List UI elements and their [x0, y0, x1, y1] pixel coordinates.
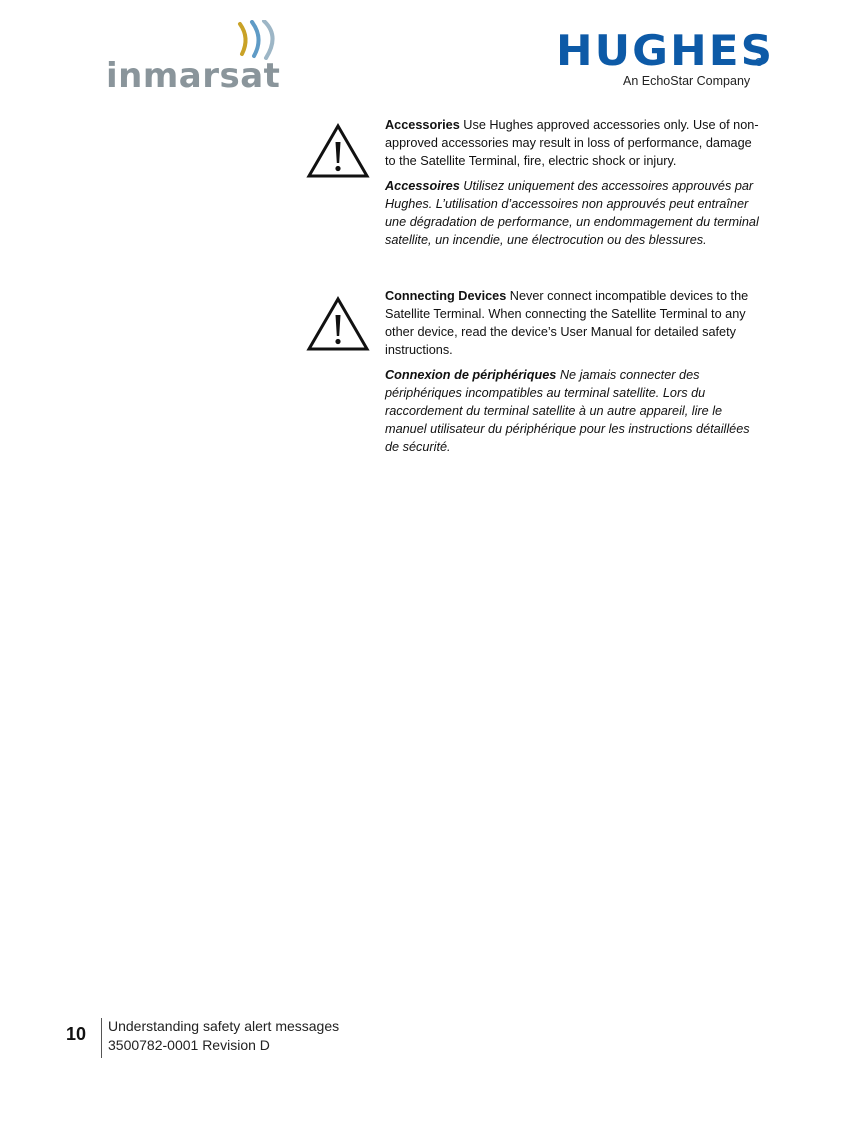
- inmarsat-wordmark: inmarsat: [106, 56, 281, 96]
- registered-mark-icon: [755, 58, 763, 66]
- page-number: 10: [66, 1024, 87, 1044]
- notice-body-fr: Ne jamais connecter des périphériques incompatibles au terminal satellite. Lors du raccordement du terminal satellite à un autre appareil, lire le manuel utilisateur du périphérique pour les instructions détaillées de sécurité.: [385, 368, 750, 454]
- hughes-logo: [556, 26, 775, 92]
- warning-triangle-icon: [306, 122, 370, 180]
- warning-triangle-icon: [306, 295, 370, 353]
- inmarsat-logo: [106, 20, 296, 95]
- footer-divider: [101, 1018, 102, 1058]
- notice-english: [385, 287, 760, 359]
- notice-text: [385, 287, 760, 456]
- notice-text: [385, 116, 760, 249]
- notice-title-en: Accessories: [385, 118, 460, 132]
- hughes-tagline: An EchoStar Company: [623, 74, 751, 88]
- notice-body-fr: Utilisez uniquement des accessoires approuvés par Hughes. L’utilisation d’accessoires non approuvés peut entraîner une dégradation de performance, un endommagement du terminal satellite, un incendie, une électrocution ou des blessures.: [385, 179, 759, 247]
- footer-section-title: Understanding safety alert messages: [108, 1018, 340, 1034]
- hughes-wordmark: HUGHES: [556, 26, 775, 75]
- inmarsat-arcs-icon: [236, 20, 296, 60]
- footer-document-id: 3500782-0001 Revision D: [108, 1037, 270, 1053]
- notice-body-en: Never connect incompatible devices to the Satellite Terminal. When connecting the Satellite Terminal to any other device, read the device’s User Manual for detailed safety instructions.: [385, 289, 749, 357]
- notice-french: [385, 366, 760, 456]
- notice-english: [385, 116, 760, 170]
- notice-french: [385, 177, 760, 249]
- notice-title-fr: Connexion de périphériques: [385, 368, 557, 382]
- notice-title-en: Connecting Devices: [385, 289, 507, 303]
- notice-body-en: Use Hughes approved accessories only. Use of non-approved accessories may result in loss of performance, damage to the Satellite Terminal, fire, electric shock or injury.: [385, 118, 759, 168]
- notice-title-fr: Accessoires: [385, 179, 460, 193]
